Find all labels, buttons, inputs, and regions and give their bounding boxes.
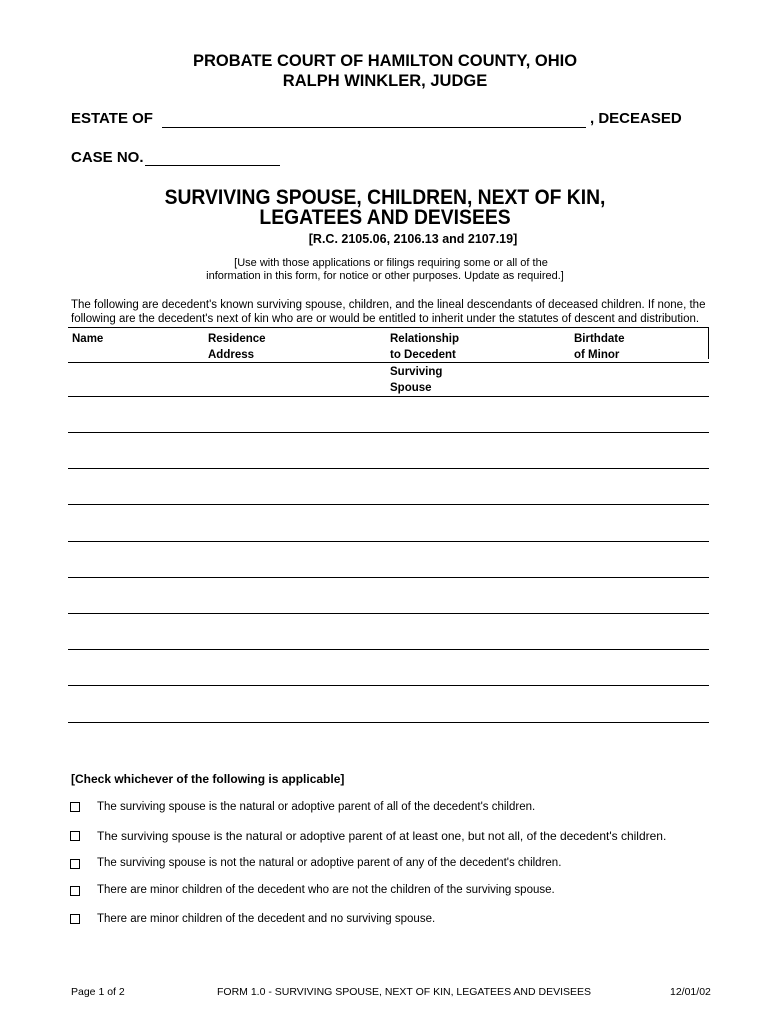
judge-name: RALPH WINKLER, JUDGE [282, 72, 488, 90]
usage-note-line1: [Use with those applications or filings requiring some or all of the [234, 257, 548, 269]
usage-note-line2: information in this form, for notice or other purposes. Update as required.] [206, 270, 564, 282]
column-header-relationship: Relationship to Decedent [390, 333, 460, 361]
checkbox-spouse-parent-of-none[interactable] [70, 859, 80, 869]
column-header-residence: Residence Address [208, 333, 266, 361]
form-title-line2: LEGATEES AND DEVISEES [259, 206, 511, 229]
table-header-bottom-rule [68, 362, 709, 363]
column-header-name: Name [72, 333, 104, 345]
checkbox-label: The surviving spouse is the natural or adoptive parent of at least one, but not all, of the decedent's children. [97, 829, 667, 843]
checkbox-label: There are minor children of the decedent and no surviving spouse. [97, 913, 436, 925]
estate-name-field[interactable] [162, 127, 586, 128]
form-date: 12/01/02 [670, 986, 711, 998]
checkbox-spouse-parent-of-some[interactable] [70, 831, 80, 841]
table-row[interactable] [68, 649, 709, 650]
table-row[interactable] [68, 613, 709, 614]
checkbox-spouse-parent-of-all[interactable] [70, 802, 80, 812]
checkbox-label: The surviving spouse is the natural or adoptive parent of all of the decedent's children. [97, 801, 536, 813]
form-title-line1: SURVIVING SPOUSE, CHILDREN, NEXT OF KIN, [164, 186, 606, 209]
checkbox-label: The surviving spouse is not the natural or adoptive parent of any of the decedent's children. [97, 857, 562, 869]
checkbox-minor-children-no-spouse[interactable] [70, 914, 80, 924]
estate-of-label: ESTATE OF [71, 110, 153, 127]
table-header-right-rule [708, 327, 709, 359]
case-number-field[interactable] [145, 165, 280, 166]
table-header-top-rule [68, 327, 709, 328]
surviving-spouse-relationship: Surviving Spouse [390, 366, 443, 394]
table-row[interactable] [68, 685, 709, 686]
deceased-label: , DECEASED [590, 110, 682, 127]
intro-text-line1: The following are decedent's known surviving spouse, children, and the lineal descendants of deceased children. If none, the [71, 299, 706, 311]
case-no-label: CASE NO. [71, 149, 144, 166]
column-header-birthdate: Birthdate of Minor [574, 333, 625, 361]
form-identifier: FORM 1.0 - SURVIVING SPOUSE, NEXT OF KIN, LEGATEES AND DEVISEES [217, 986, 592, 998]
checkbox-minor-children-not-of-spouse[interactable] [70, 886, 80, 896]
statute-reference: [R.C. 2105.06, 2106.13 and 2107.19] [308, 232, 518, 246]
table-row[interactable] [68, 541, 709, 542]
checklist-heading: [Check whichever of the following is applicable] [71, 772, 345, 786]
table-row[interactable] [68, 577, 709, 578]
table-row[interactable] [68, 396, 709, 397]
page-number: Page 1 of 2 [71, 986, 125, 998]
table-row[interactable] [68, 504, 709, 505]
table-row[interactable] [68, 432, 709, 433]
court-name: PROBATE COURT OF HAMILTON COUNTY, OHIO [192, 52, 578, 70]
table-row[interactable] [68, 722, 709, 723]
checkbox-label: There are minor children of the decedent who are not the children of the surviving spouse. [97, 884, 555, 896]
intro-text-line2: following are the decedent's next of kin who are or would be entitled to inherit under the statutes of descent and distribution. [71, 313, 700, 325]
table-row[interactable] [68, 468, 709, 469]
